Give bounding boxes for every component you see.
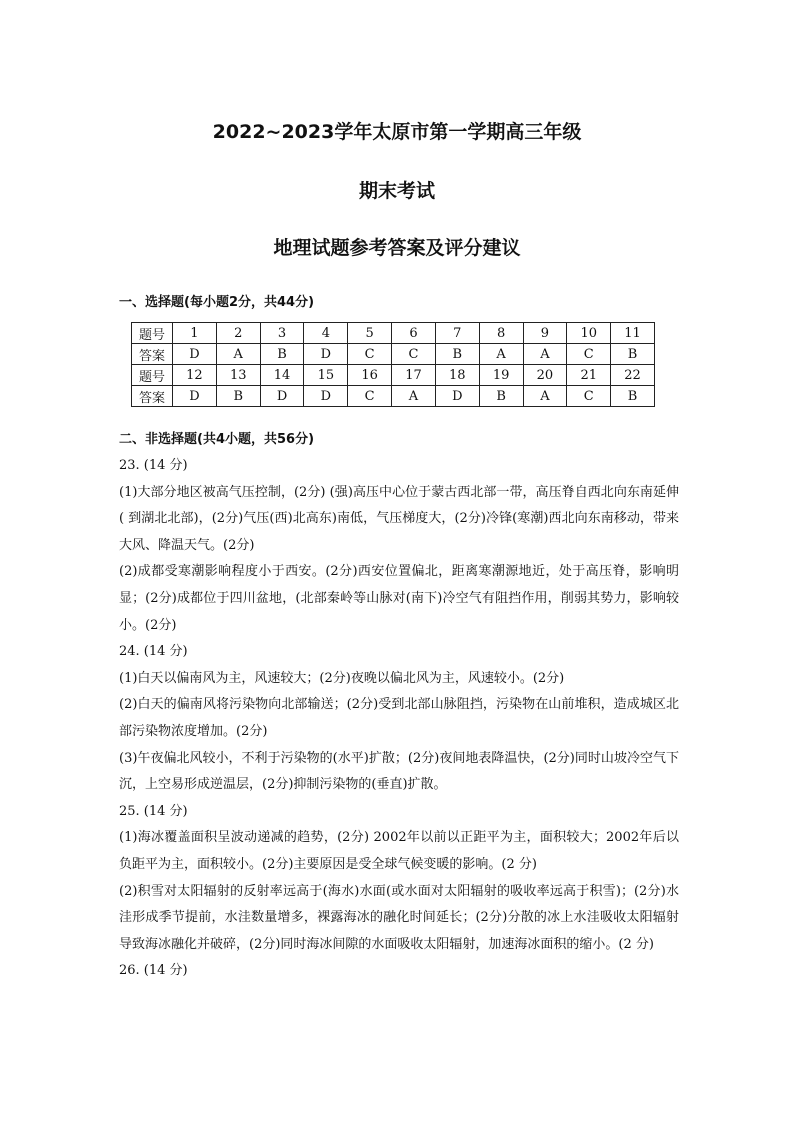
answer-paragraph: (1)海冰覆盖面积呈波动递减的趋势，(2分) 2002年以前以正距平为主，面积较大；2002年后以负距平为主，面积较小。(2分)主要原因是受全球气候变暖的影响。(2 分) xyxy=(119,830,679,872)
table-cell: 9 xyxy=(523,323,567,344)
table-cell: C xyxy=(392,344,436,365)
table-cell: 20 xyxy=(523,365,567,386)
question-number: 26. (14 分) xyxy=(119,963,188,979)
table-cell: 16 xyxy=(348,365,392,386)
answer-paragraph: (3)午夜偏北风较小，不利于污染物的(水平)扩散；(2分)夜间地表降温快，(2分)同时山坡冷空气下沉，上空易形成逆温层，(2分)抑制污染物的(垂直)扩散。 xyxy=(119,750,679,793)
table-cell: C xyxy=(567,344,611,365)
table-cell: A xyxy=(523,386,567,407)
table-cell: 14 xyxy=(260,365,304,386)
table-row xyxy=(132,344,655,365)
table-cell: 11 xyxy=(611,323,655,344)
table-cell: 13 xyxy=(216,365,260,386)
table-cell: D xyxy=(304,344,348,365)
table-cell: 12 xyxy=(173,365,217,386)
table-cell: C xyxy=(348,344,392,365)
table-cell: 1 xyxy=(173,323,217,344)
table-cell: C xyxy=(567,386,611,407)
table-cell: D xyxy=(435,386,479,407)
table-cell: D xyxy=(260,386,304,407)
table-row xyxy=(132,365,655,386)
answer-text xyxy=(119,453,679,985)
table-cell: D xyxy=(173,344,217,365)
table-cell: A xyxy=(523,344,567,365)
question-number: 25. (14 分) xyxy=(119,803,188,819)
table-cell: 2 xyxy=(216,323,260,344)
question-number: 24. (14 分) xyxy=(119,644,188,660)
table-cell: 8 xyxy=(479,323,523,344)
table-cell: 5 xyxy=(348,323,392,344)
answer-table xyxy=(131,322,655,407)
section-nonchoice-title: 二、非选择题(共4小题，共56分) xyxy=(119,432,315,447)
table-cell: 19 xyxy=(479,365,523,386)
answer-paragraph: (2)积雪对太阳辐射的反射率远高于(海水)水面(或水面对太阳辐射的吸收率远高于积雪)；(2分)水洼形成季节提前，水洼数量增多，裸露海冰的融化时间延长；(2分)分散的冰上水洼吸收太阳辐射导致海冰融化并破碎，(2分)同时海冰间隙的水面吸收太阳辐射，加速海冰面积的缩小。(2 分) xyxy=(119,883,679,952)
table-cell: 21 xyxy=(567,365,611,386)
table-cell: 3 xyxy=(260,323,304,344)
table-cell: D xyxy=(304,386,348,407)
exam-title-line1: 2022~2023学年太原市第一学期高三年级 xyxy=(212,121,582,143)
section-choice-title: 一、选择题(每小题2分，共44分) xyxy=(119,295,315,310)
table-cell: 17 xyxy=(392,365,436,386)
table-cell: A xyxy=(392,386,436,407)
table-row-header: 题号 xyxy=(132,365,173,386)
table-cell: 10 xyxy=(567,323,611,344)
answer-paragraph: (2)成都受寒潮影响程度小于西安。(2分)西安位置偏北，距离寒潮源地近，处于高压脊，影响明显；(2分)成都位于四川盆地，(北部秦岭等山脉对(南下)冷空气有阻挡作用，削弱其势力，影响较小。(2分) xyxy=(119,564,679,633)
table-cell: B xyxy=(611,386,655,407)
exam-title-line3: 地理试题参考答案及评分建议 xyxy=(273,237,521,259)
table-cell: D xyxy=(173,386,217,407)
table-cell: A xyxy=(216,344,260,365)
answer-paragraph: (1)大部分地区被高气压控制，(2分) (强)高压中心位于蒙古西北部一带，高压脊自西北向东南延伸( 到湖北北部)，(2分)气压(西)北高东)南低，气压梯度大，(2分)冷锋(寒潮)西北向东南移动，带来大风、降温天气。(2分) xyxy=(119,484,679,553)
table-cell: B xyxy=(435,344,479,365)
answer-paragraph: (2)白天的偏南风将污染物向北部输送；(2分)受到北部山脉阻挡，污染物在山前堆积，造成城区北部污染物浓度增加。(2分) xyxy=(119,697,679,739)
table-cell: B xyxy=(216,386,260,407)
exam-title-line2: 期末考试 xyxy=(358,180,435,202)
table-cell: 18 xyxy=(435,365,479,386)
table-cell: 7 xyxy=(435,323,479,344)
table-cell: B xyxy=(611,344,655,365)
table-row-header: 答案 xyxy=(132,386,173,407)
table-cell: 4 xyxy=(304,323,348,344)
table-cell: B xyxy=(479,386,523,407)
table-row xyxy=(132,386,655,407)
table-row xyxy=(132,323,655,344)
table-cell: C xyxy=(348,386,392,407)
table-cell: A xyxy=(479,344,523,365)
table-cell: 22 xyxy=(611,365,655,386)
table-row-header: 答案 xyxy=(132,344,173,365)
table-row-header: 题号 xyxy=(132,323,173,344)
table-cell: 6 xyxy=(392,323,436,344)
table-cell: 15 xyxy=(304,365,348,386)
question-number: 23. (14 分) xyxy=(119,458,188,473)
answer-paragraph: (1)白天以偏南风为主，风速较大；(2分)夜晚以偏北风为主，风速较小。(2分) xyxy=(119,670,565,686)
table-cell: B xyxy=(260,344,304,365)
